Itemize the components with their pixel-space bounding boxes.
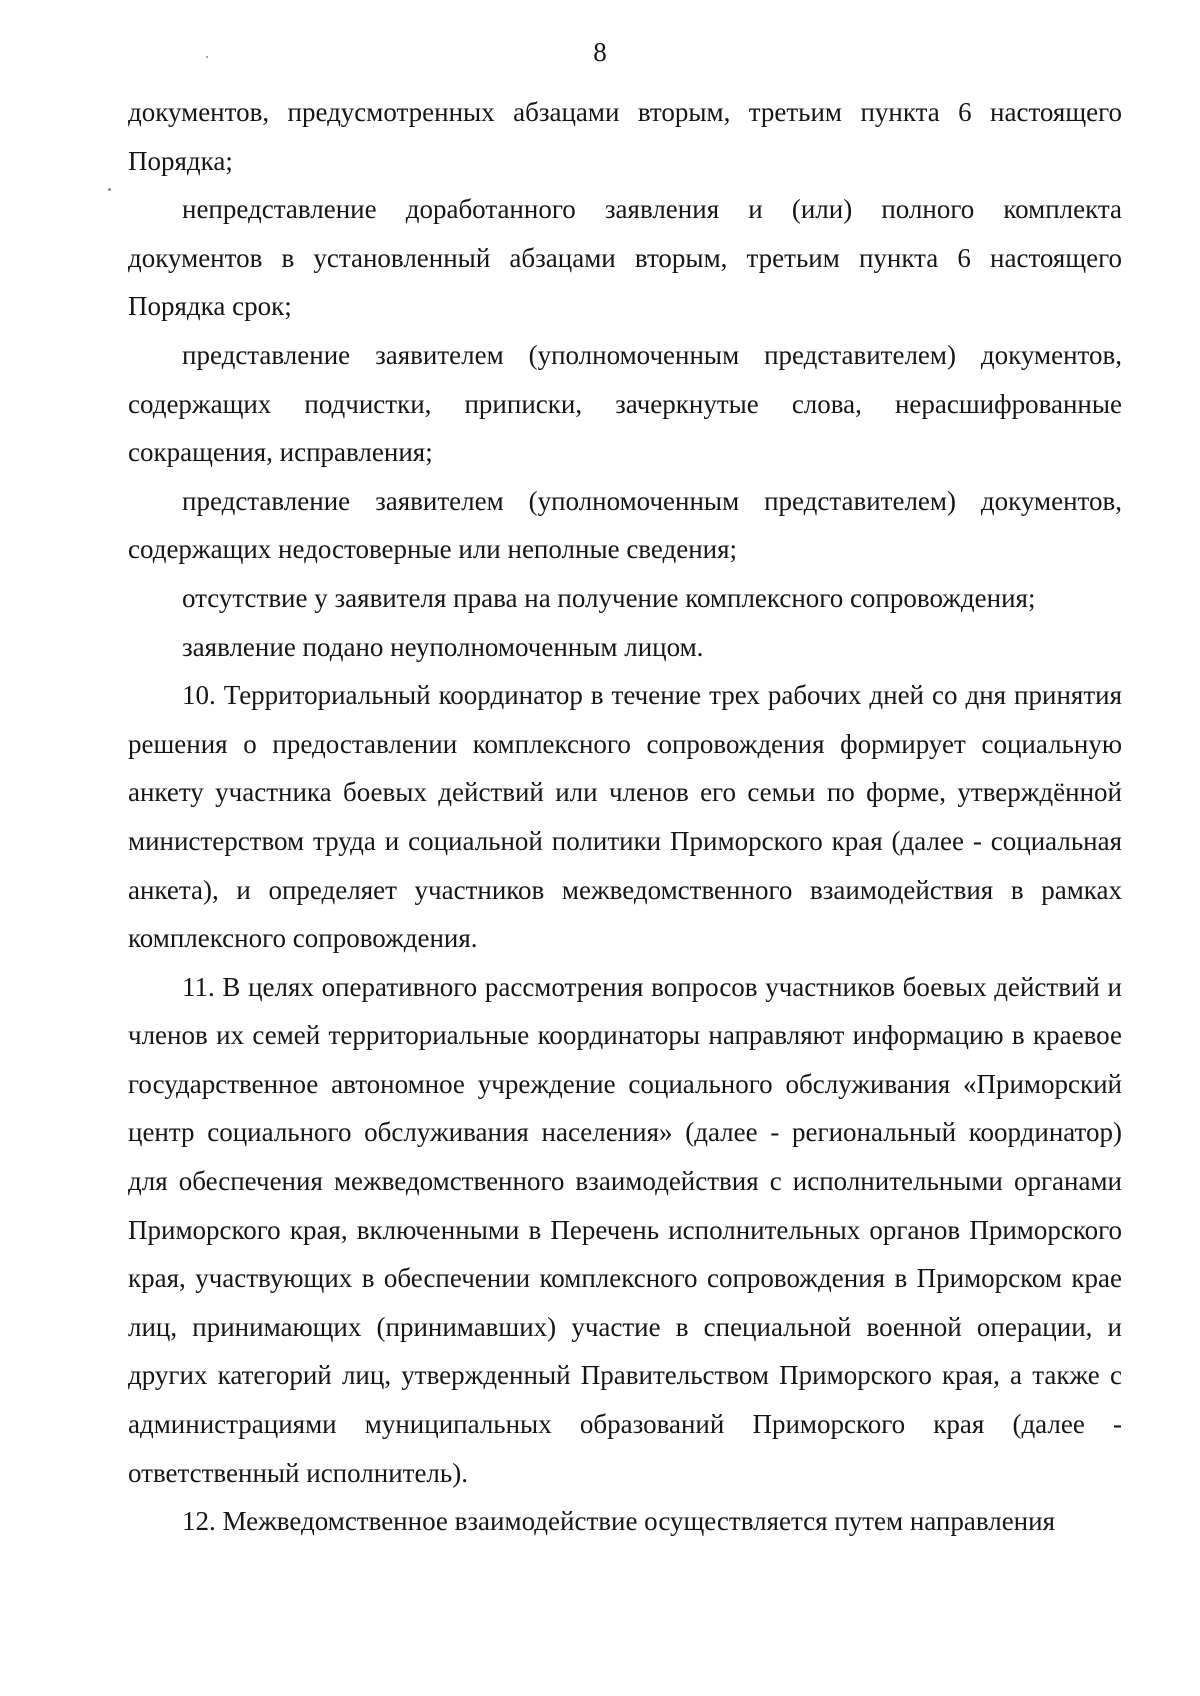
paragraph-continuation: документов, предусмотренных абзацами вторым, третьим пункта 6 настоящего Порядка; (128, 97, 1122, 176)
scan-speck (206, 56, 208, 58)
paragraph-false-information: представление заявителем (уполномоченным представителем) документов, содержащих недостоверные или неполные сведения; (128, 485, 1122, 565)
scan-speck (108, 188, 111, 191)
paragraph-no-revised-application: непредставление доработанного заявления и (или) полного комплекта документов в установленный абзацами вторым, третьим пункта 6 настоящего Порядка срок; (128, 194, 1122, 322)
paragraph-unauthorized-person: заявление подано неуполномоченным лицом. (182, 631, 704, 662)
document-body (128, 88, 1122, 1546)
paragraph-no-right: отсутствие у заявителя права на получение комплексного сопровождения; (182, 582, 1036, 613)
paragraph-item-12: 12. Межведомственное взаимодействие осуществляется путем направления (182, 1506, 1056, 1537)
paragraph-corrected-documents: представление заявителем (уполномоченным представителем) документов, содержащих подчистки, приписки, зачеркнутые слова, нерасшифрованные сокращения, исправления; (128, 339, 1122, 468)
paragraph-item-10: 10. Территориальный координатор в течение трех рабочих дней со дня принятия решения о предоставлении комплексного сопровождения формирует социальную анкету участника боевых действий или членов его семьи по форме, утверждённой министерством труда и социальной политики Приморского края (далее - социальная анкета), и определяет участников межведомственного взаимодействия в рамках комплексного сопровождения. (128, 680, 1122, 954)
paragraph-item-11: 11. В целях оперативного рассмотрения вопросов участников боевых действий и членов их семей территориальные координаторы направляют информацию в краевое государственное автономное учреждение социального обслуживания «Приморский центр социального обслуживания населения» (далее - региональный координатор) для обеспечения межведомственного взаимодействия с исполнительными органами Приморского края, включенными в Перечень исполнительных органов Приморского края, участвующих в обеспечении комплексного сопровождения в Приморском крае лиц, принимающих (принимавших) участие в специальной военной операции, и других категорий лиц, утвержденный Правительством Приморского края, а также с администрациями муниципальных образований Приморского края (далее - ответственный исполнитель). (128, 971, 1122, 1488)
page-number: 8 (593, 37, 607, 67)
